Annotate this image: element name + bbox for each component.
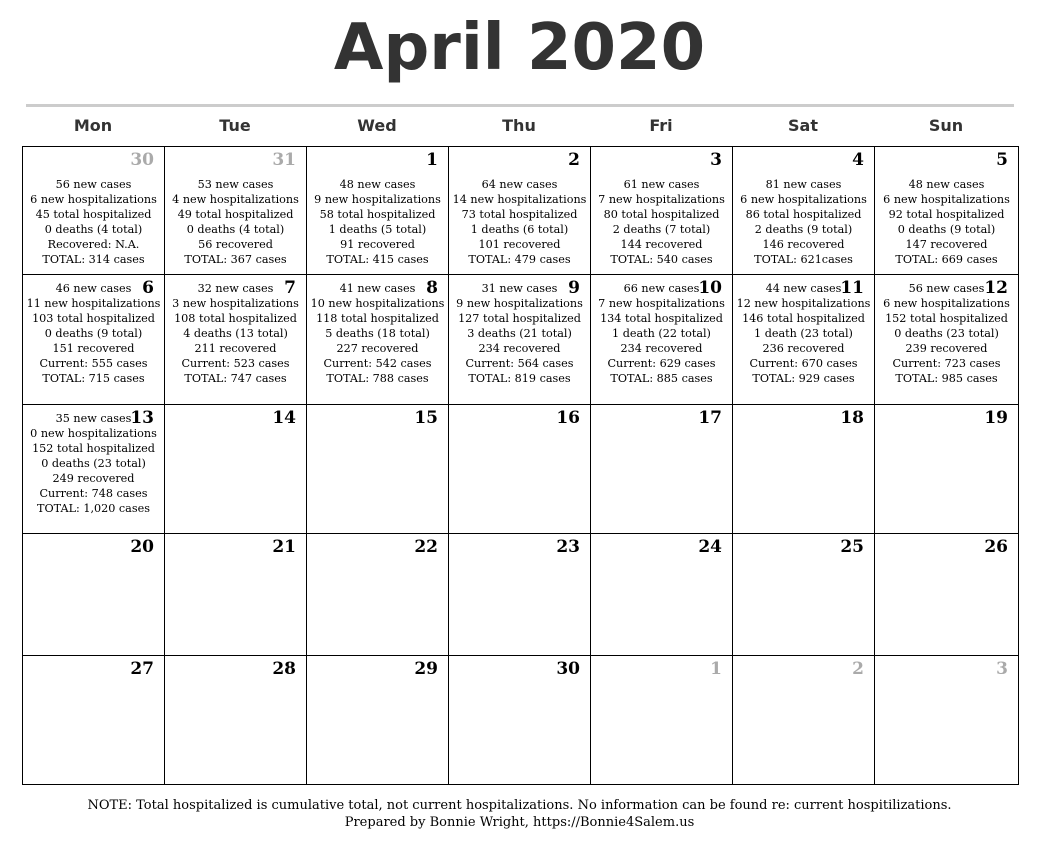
stat-line: 7 new hospitalizations (598, 297, 725, 310)
day-cell (164, 533, 307, 656)
stat-line: 31 new cases (481, 282, 558, 295)
footer-credit: Prepared by Bonnie Wright, https://Bonnie4Salem.us (344, 815, 695, 830)
stat-line: 151 recovered (52, 342, 135, 355)
stat-line: TOTAL: 621cases (754, 253, 853, 266)
day-cell (448, 655, 591, 785)
stat-line: 152 total hospitalized (885, 312, 1008, 325)
day-number: 27 (130, 659, 154, 679)
day-cell (590, 655, 733, 785)
day-cell (732, 404, 875, 534)
stat-line: 48 new cases (908, 178, 985, 191)
footer-note: NOTE: Total hospitalized is cumulative total, not current hospitalizations. No information can be found re: current hospitilizations. (87, 798, 952, 813)
day-number: 30 (130, 150, 154, 170)
day-cell (164, 404, 307, 534)
stat-line: 0 deaths (4 total) (44, 223, 143, 236)
stat-line: 91 recovered (340, 238, 415, 251)
day-cell (732, 146, 875, 275)
day-cell (874, 533, 1019, 656)
stat-line: 58 total hospitalized (319, 208, 436, 221)
stat-line: 227 recovered (336, 342, 419, 355)
day-number: 15 (414, 408, 438, 428)
stat-line: 6 new hospitalizations (883, 193, 1010, 206)
stat-line: 5 deaths (18 total) (325, 327, 430, 340)
day-number: 1 (710, 659, 722, 679)
weekday-fri: Fri (649, 116, 673, 135)
stat-line: 4 new hospitalizations (172, 193, 299, 206)
day-cell (590, 274, 733, 405)
stat-line: Current: 555 cases (39, 357, 148, 370)
day-number: 16 (556, 408, 580, 428)
stat-line: 0 new hospitalizations (30, 427, 157, 440)
stat-line: Current: 542 cases (323, 357, 432, 370)
weekday-tue: Tue (219, 116, 251, 135)
day-number: 22 (414, 537, 438, 557)
stat-line: 1 deaths (6 total) (470, 223, 569, 236)
stat-line: 144 recovered (620, 238, 703, 251)
weekday-sun: Sun (928, 116, 964, 135)
weekday-sat: Sat (788, 116, 818, 135)
day-number: 12 (984, 278, 1008, 298)
day-number: 28 (272, 659, 296, 679)
stat-line: 127 total hospitalized (458, 312, 581, 325)
day-number: 13 (130, 408, 154, 428)
day-number: 26 (984, 537, 1008, 557)
stat-line: 0 deaths (4 total) (186, 223, 285, 236)
stat-line: 66 new cases (623, 282, 700, 295)
stat-line: 64 new cases (481, 178, 558, 191)
stat-line: 103 total hospitalized (32, 312, 155, 325)
day-stats (23, 411, 164, 516)
day-cell (448, 146, 591, 275)
day-number: 30 (556, 659, 580, 679)
day-cell (22, 404, 165, 534)
day-number: 10 (698, 278, 722, 298)
day-number: 9 (568, 278, 580, 298)
day-stats (733, 177, 874, 267)
stat-line: 6 new hospitalizations (30, 193, 157, 206)
stat-line: Current: 564 cases (465, 357, 574, 370)
stat-line: 1 death (23 total) (754, 327, 853, 340)
day-stats (875, 281, 1018, 386)
day-stats (307, 177, 448, 267)
stat-line: 49 total hospitalized (177, 208, 294, 221)
calendar-title: April 2020 (333, 11, 706, 85)
stat-line: 9 new hospitalizations (456, 297, 583, 310)
stat-line: 6 new hospitalizations (883, 297, 1010, 310)
stat-line: 0 deaths (23 total) (41, 457, 146, 470)
day-number: 21 (272, 537, 296, 557)
stat-line: 146 total hospitalized (742, 312, 865, 325)
stat-line: 0 deaths (9 total) (44, 327, 143, 340)
day-cell (590, 146, 733, 275)
stat-line: 2 deaths (7 total) (612, 223, 711, 236)
day-number: 2 (852, 659, 864, 679)
day-cell (732, 274, 875, 405)
stat-line: TOTAL: 367 cases (184, 253, 287, 266)
stat-line: 2 deaths (9 total) (754, 223, 853, 236)
stat-line: 73 total hospitalized (461, 208, 578, 221)
stat-line: 6 new hospitalizations (740, 193, 867, 206)
stat-line: 234 recovered (478, 342, 561, 355)
stat-line: 4 deaths (13 total) (183, 327, 288, 340)
calendar-grid (22, 146, 1018, 784)
day-number: 4 (852, 150, 864, 170)
stat-line: 211 recovered (194, 342, 277, 355)
day-stats (23, 281, 164, 386)
day-number: 5 (996, 150, 1008, 170)
day-stats (165, 281, 306, 386)
day-cell (306, 655, 449, 785)
stat-line: 134 total hospitalized (600, 312, 723, 325)
day-cell (306, 146, 449, 275)
stat-line: 1 death (22 total) (612, 327, 711, 340)
stat-line: TOTAL: 540 cases (610, 253, 713, 266)
day-cell (590, 533, 733, 656)
stat-line: 56 recovered (198, 238, 273, 251)
stat-line: TOTAL: 929 cases (752, 372, 855, 385)
stat-line: 0 deaths (23 total) (894, 327, 999, 340)
day-cell (874, 146, 1019, 275)
stat-line: Current: 670 cases (749, 357, 858, 370)
day-stats (307, 281, 448, 386)
day-number: 17 (698, 408, 722, 428)
day-cell (732, 533, 875, 656)
stat-line: TOTAL: 415 cases (326, 253, 429, 266)
stat-line: TOTAL: 314 cases (42, 253, 145, 266)
day-cell (732, 655, 875, 785)
day-stats (449, 177, 590, 267)
stat-line: 56 new cases (908, 282, 985, 295)
stat-line: TOTAL: 788 cases (326, 372, 429, 385)
day-cell (22, 274, 165, 405)
day-number: 3 (710, 150, 722, 170)
day-number: 24 (698, 537, 722, 557)
day-number: 7 (284, 278, 296, 298)
stat-line: 234 recovered (620, 342, 703, 355)
stat-line: 12 new hospitalizations (736, 297, 871, 310)
stat-line: 7 new hospitalizations (598, 193, 725, 206)
stat-line: 35 new cases (55, 412, 132, 425)
day-number: 25 (840, 537, 864, 557)
stat-line: TOTAL: 985 cases (895, 372, 998, 385)
weekday-thu: Thu (502, 116, 536, 135)
day-number: 19 (984, 408, 1008, 428)
day-number: 1 (426, 150, 438, 170)
stat-line: 45 total hospitalized (35, 208, 152, 221)
stat-line: 3 new hospitalizations (172, 297, 299, 310)
day-stats (591, 281, 732, 386)
day-cell (448, 533, 591, 656)
stat-line: 46 new cases (55, 282, 132, 295)
day-number: 23 (556, 537, 580, 557)
weekday-header-row (22, 114, 1018, 138)
weekday-mon: Mon (73, 116, 113, 135)
stat-line: 81 new cases (765, 178, 842, 191)
stat-line: 44 new cases (765, 282, 842, 295)
day-number: 6 (142, 278, 154, 298)
stat-line: TOTAL: 669 cases (895, 253, 998, 266)
day-cell (306, 404, 449, 534)
stat-line: Current: 629 cases (607, 357, 716, 370)
stat-line: TOTAL: 479 cases (468, 253, 571, 266)
day-cell (164, 655, 307, 785)
stat-line: 14 new hospitalizations (452, 193, 587, 206)
day-number: 20 (130, 537, 154, 557)
stat-line: Current: 523 cases (181, 357, 290, 370)
stat-line: 101 recovered (478, 238, 561, 251)
day-cell (590, 404, 733, 534)
stat-line: 32 new cases (197, 282, 274, 295)
day-number: 11 (840, 278, 864, 298)
stat-line: 61 new cases (623, 178, 700, 191)
stat-line: 152 total hospitalized (32, 442, 155, 455)
day-cell (164, 146, 307, 275)
stat-line: 236 recovered (762, 342, 845, 355)
stat-line: 146 recovered (762, 238, 845, 251)
day-stats (591, 177, 732, 267)
day-stats (733, 281, 874, 386)
stat-line: Current: 748 cases (39, 487, 148, 500)
weekday-wed: Wed (357, 116, 397, 135)
day-stats (23, 177, 164, 267)
stat-line: Current: 723 cases (892, 357, 1001, 370)
stat-line: 0 deaths (9 total) (897, 223, 996, 236)
day-number: 2 (568, 150, 580, 170)
day-stats (165, 177, 306, 267)
stat-line: 3 deaths (21 total) (467, 327, 572, 340)
day-cell (22, 533, 165, 656)
day-cell (164, 274, 307, 405)
stat-line: Recovered: N.A. (47, 238, 140, 251)
stat-line: 41 new cases (339, 282, 416, 295)
stat-line: TOTAL: 747 cases (184, 372, 287, 385)
stat-line: 92 total hospitalized (888, 208, 1005, 221)
day-cell (874, 655, 1019, 785)
day-number: 8 (426, 278, 438, 298)
stat-line: 9 new hospitalizations (314, 193, 441, 206)
stat-line: 11 new hospitalizations (26, 297, 161, 310)
day-number: 29 (414, 659, 438, 679)
day-cell (874, 404, 1019, 534)
stat-line: 239 recovered (905, 342, 988, 355)
stat-line: 249 recovered (52, 472, 135, 485)
day-number: 14 (272, 408, 296, 428)
day-cell (306, 533, 449, 656)
stat-line: 86 total hospitalized (745, 208, 862, 221)
stat-line: 80 total hospitalized (603, 208, 720, 221)
stat-line: 1 deaths (5 total) (328, 223, 427, 236)
stat-line: TOTAL: 1,020 cases (37, 502, 150, 515)
day-cell (22, 655, 165, 785)
day-stats (449, 281, 590, 386)
day-cell (306, 274, 449, 405)
day-number: 3 (996, 659, 1008, 679)
stat-line: 48 new cases (339, 178, 416, 191)
stat-line: TOTAL: 819 cases (468, 372, 571, 385)
day-cell (448, 274, 591, 405)
stat-line: TOTAL: 885 cases (610, 372, 713, 385)
day-number: 18 (840, 408, 864, 428)
day-cell (22, 146, 165, 275)
day-cell (448, 404, 591, 534)
stat-line: 56 new cases (55, 178, 132, 191)
day-stats (875, 177, 1018, 267)
day-cell (874, 274, 1019, 405)
stat-line: TOTAL: 715 cases (42, 372, 145, 385)
stat-line: 108 total hospitalized (174, 312, 297, 325)
title-divider (26, 104, 1014, 107)
day-number: 31 (272, 150, 296, 170)
stat-line: 10 new hospitalizations (310, 297, 445, 310)
stat-line: 147 recovered (905, 238, 988, 251)
stat-line: 118 total hospitalized (316, 312, 439, 325)
stat-line: 53 new cases (197, 178, 274, 191)
